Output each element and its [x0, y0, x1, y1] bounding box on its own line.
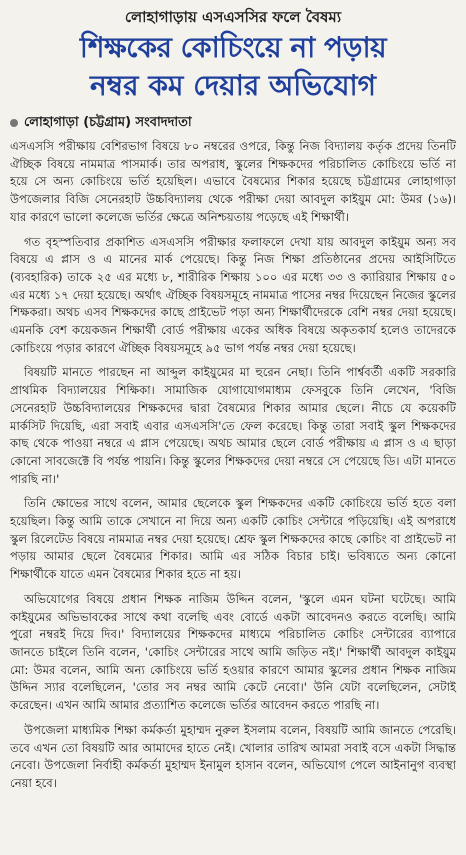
paragraph-2: গত বৃহস্পতিবার প্রকাশিত এসএসসি পরীক্ষার ফলাফলে দেখা যায় আবদুল কাইয়ুম অন্য সব বিষয়ে এ প্লাস ও এ মানের মার্ক পেয়েছে। কিন্তু নিজ শিক্ষা প্রতিষ্ঠানের প্রদেয় আইসিটিতে (ব্যবহারিক) তাকে ২৫ এর মধ্যে ৮, শারীরিক শিক্ষায় ১০০ এর মধ্যে ৩৩ ও ক্যারিয়ার শিক্ষায় ৫০ এর মধ্যে ১৭ দেয়া হয়েছে। অর্থাৎ ঐচ্ছিক বিষয়সমূহে নামমাত্র পাসের নম্বর দিয়েছেন নিজের স্কুলের শিক্ষকরা। অথচ এসব শিক্ষকদের কাছে প্রাইভেট পড়া অন্য শিক্ষার্থীদেরকে বেশি নম্বর দেয়া হয়েছে। এমনকি বেশ কয়েকজন শিক্ষার্থী বোর্ড পরীক্ষায় একের অধিক বিষয়ে অকৃতকার্য হলেও তাদেরকে কোচিংয়ে পড়ার কারণে ঐচ্ছিক বিষয়সমূহে ৯৫ ভাগ পর্যন্ত নম্বর দেয়া হয়েছে।: [10, 234, 456, 355]
paragraph-3: বিষয়টি মানতে পারছেন না আব্দুল কাইয়ুমের মা হুরেন নেছা। তিনি পার্শ্ববর্তী একটি সরকারি প্রাথমিক বিদ্যালয়ের শিক্ষিকা। সামাজিক যোগাযোগমাধ্যম ফেসবুকে তিনি লেখেন, 'বিজি সেনেরহাট উচ্চবিদ্যালয়ের শিক্ষকদের দ্বারা বৈষম্যের শিকার আমার ছেলে। নীচে যে কয়েকটি মার্কসিট দিয়েছি, এরা সবাই এবার এসএসসি'তে ফেল করেছে। কিন্তু তারা সবাই স্কুল শিক্ষকদের কাছ থেকে পাওয়া নম্বরে এ প্লাস পেয়েছে। অথচ আমার ছেলে বোর্ড পরীক্ষায় এ প্লাস ও এ ছাড়া কোনো সাবজেক্টে বি পর্যন্ত পায়নি। কিন্তু স্কুলের শিক্ষকদের দেয়া নম্বরে সে পেয়েছে ডি। এটা মানতে পারছি না।': [10, 365, 456, 486]
paragraph-6: উপজেলা মাধ্যমিক শিক্ষা কর্মকর্তা মুহাম্মদ নুরুল ইসলাম বলেন, বিষয়টি আমি জানতে পেরেছি। তবে এখন তো বিষয়টি আর আমাদের হাতে নেই। খোলার তারিখ আমরা সবাই বসে একটা সিদ্ধান্ত নেবো। উপজেলা নির্বাহী কর্মকর্তা মুহাম্মদ ইনামুল হাসান বলেন, অভিযোগ পেলে আইনানুগ ব্যবস্থা নেয়া হবে।: [10, 722, 456, 790]
paragraph-1: এসএসসি পরীক্ষায় বেশিরভাগ বিষয়ে ৮০ নম্বরের ওপরে, কিন্তু নিজ বিদ্যালয় কর্তৃক প্রদেয় তিনটি ঐচ্ছিক বিষয়ে নামমাত্র পাসমার্ক। তার অপরাধ, স্কুলের শিক্ষকদের পরিচালিত কোচিংয়ে ভর্তি না হয়ে সে অন্য কোচিংয়ে ভর্তি হয়েছিল। এভাবে বৈষম্যের শিকার হয়েছে চট্টগ্রামের লোহাগাড়া উপজেলার বিজি সেনেরহাট উচ্চবিদ্যালয় থেকে পরীক্ষা দেয়া আবদুল কাইয়ুম মো: উমর (১৬)। যার কারণে ভালো কলেজে ভর্তির ক্ষেত্রে অনিশ্চয়তায় পড়েছে এই শিক্ষার্থী।: [10, 139, 456, 224]
paragraph-4: তিনি ক্ষোভের সাথে বলেন, আমার ছেলেকে স্কুল শিক্ষকদের একটি কোচিংয়ে ভর্তি হতে বলা হয়েছিল। কিন্তু আমি তাকে সেখানে না দিয়ে অন্য একটি কোচিং সেন্টারে পড়িয়েছি। এই অপরাধে স্কুল রিলেটেড বিষয়ে নামমাত্র নম্বর দেয়া হয়েছে। শ্রেফ স্কুল শিক্ষকদের কাছে কোচিং বা প্রাইভেট না পড়ায় আমার ছেলে বৈষম্যের শিকার। আমি এর সঠিক বিচার চাই। ভবিষ্যতে অন্য কোনো শিক্ষার্থীকে যাতে এমন বৈষম্যের শিকার হতে না হয়।: [10, 496, 456, 582]
paragraph-5: অভিযোগের বিষয়ে প্রধান শিক্ষক নাজিম উদ্দিন বলেন, 'স্কুলে এমন ঘটনা ঘটেছে। আমি কাইয়ুমের অভিভাবকের সাথে কথা বলেছি এবং বোর্ডে একটা আবেদনও করতে বলেছি। আমি পুরো নম্বরই দিয়ে দিব।' বিদ্যালয়ের শিক্ষকদের মাধ্যমে পরিচালিত কোচিং সেন্টারের ব্যাপারে জানতে চাইলে তিনি বলেন, 'কোচিং সেন্টারের সাথে আমি জড়িত নই।' শিক্ষার্থী আবদুল কাইয়ুম মো: উমর বলেন, আমি অন্য কোচিংয়ে ভর্তি হওয়ার কারণে আমার স্কুলের প্রধান শিক্ষক নাজিম উদ্দিন স্যার বলেছিলেন, 'তোর সব নম্বর আমি কেটে নেবো।' উনি যেটা বলেছিলেন, সেটাই করেছেন। এখন আমি আমার প্রত্যাশিত কলেজে ভর্তির আবেদন করতে পারছি না।: [10, 591, 456, 713]
headline-line-2: নম্বর কম দেয়ার অভিযোগ: [89, 69, 377, 102]
byline: [10, 114, 456, 132]
headline-line-1: শিক্ষকের কোচিংয়ে না পড়ায়: [79, 31, 387, 64]
kicker: লোহাগাড়ায় এসএসসির ফলে বৈষম্য: [124, 8, 342, 26]
byline-text: লোহাগাড়া (চট্টগ্রাম) সংবাদদাতা: [24, 115, 192, 130]
bullet-icon: [10, 119, 18, 127]
